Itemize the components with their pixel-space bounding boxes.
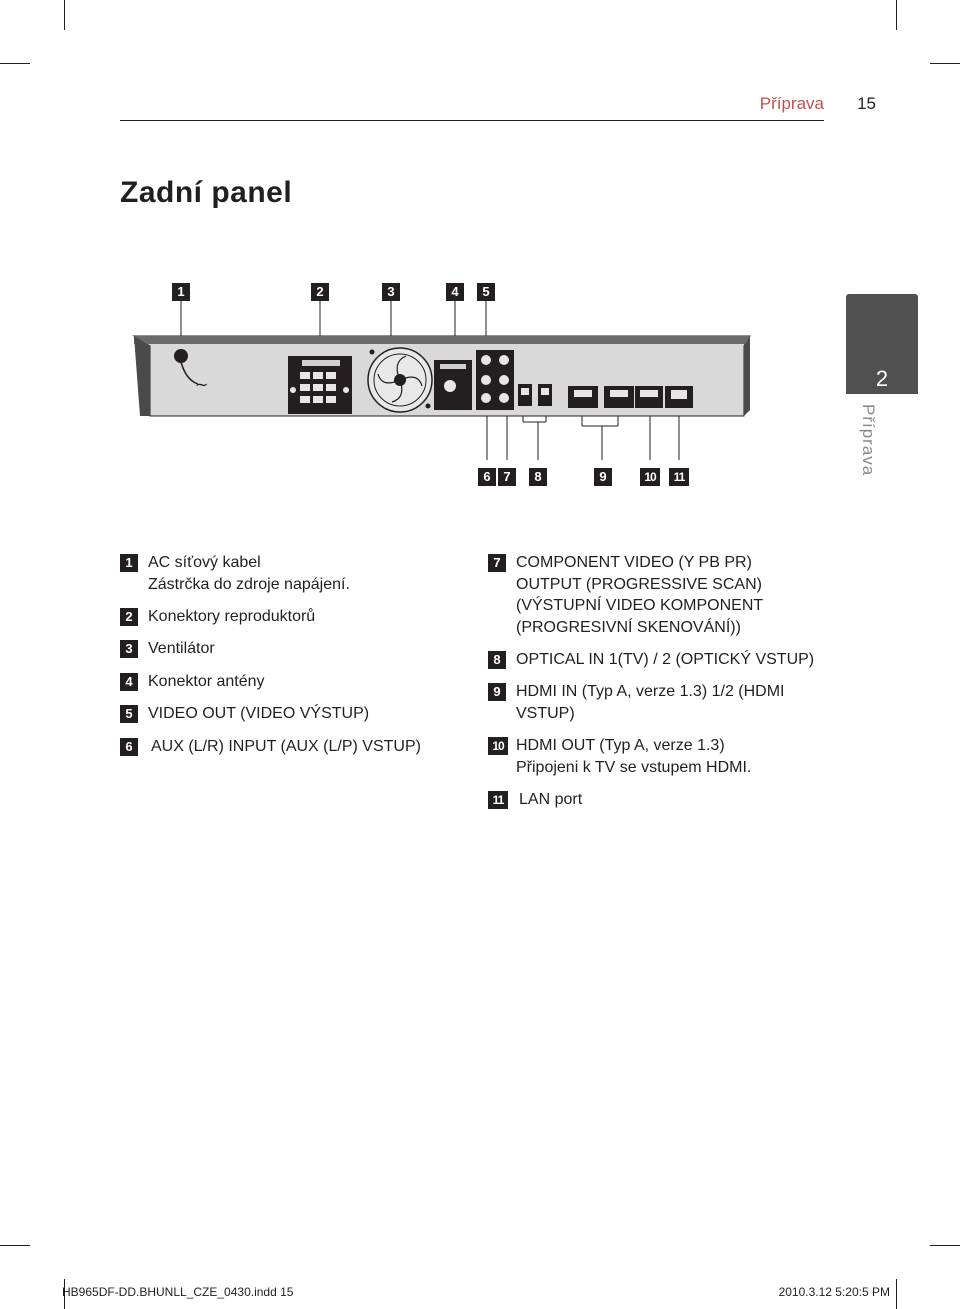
item-text: Připojeni k TV se vstupem HDMI. [516,758,752,776]
page-title: Zadní panel [120,176,293,209]
crop-mark [930,63,960,64]
footer-file-name: HB965DF-DD.BHUNLL_CZE_0430.indd 15 [62,1285,294,1299]
callout-7: 7 [498,468,516,486]
callout-4: 4 [446,283,464,301]
callout-9: 9 [594,468,612,486]
item-text: VSTUP) [516,704,575,722]
item-number-badge: 3 [120,640,138,658]
list-item-11 [492,789,839,811]
item-text: Konektory reproduktorů [148,608,316,625]
list-item-9 [493,681,836,724]
list-item-6 [125,736,471,758]
item-number-badge: 4 [120,673,138,691]
item-text: VIDEO OUT (VIDEO VÝSTUP) [148,705,370,722]
item-text: HDMI IN (Typ A, verze 1.3) 1/2 (HDMI [516,683,785,700]
item-text: OUTPUT (PROGRESSIVE SCAN) [516,575,762,593]
item-text: Zástrčka do zdroje napájení. [148,575,350,593]
item-number-badge: 6 [120,738,138,756]
list-item-8 [493,649,836,671]
svg-text:~: ~ [195,375,209,394]
item-text: AC síťový kabel [148,554,261,571]
item-text: OPTICAL IN 1(TV) / 2 (OPTICKÝ VSTUP) [516,651,815,668]
items-left [120,552,480,772]
items-right [488,552,815,812]
item-text: Ventilátor [148,640,215,657]
item-number-badge: 10 [488,737,508,755]
item-number-badge: 7 [488,554,506,572]
item-number-badge: 2 [120,608,138,626]
list-item-7 [493,552,836,638]
list-item-1 [125,552,468,595]
item-text: LAN port [519,791,583,808]
callout-1: 1 [172,283,190,301]
footer-timestamp: 2010.3.12 5:20:5 PM [778,1285,890,1299]
item-number-badge: 9 [488,683,506,701]
item-text: (PROGRESIVNÍ SKENOVÁNÍ)) [516,618,741,636]
crop-mark [896,1279,897,1309]
item-number-badge: 1 [120,554,138,572]
item-number-badge: 5 [120,705,138,723]
callout-3: 3 [382,283,400,301]
item-text: AUX (L/R) INPUT (AUX (L/P) VSTUP) [151,738,421,755]
page-number: 15 [857,94,876,113]
header-rule [120,120,824,121]
callout-2: 2 [311,283,329,301]
callout-5: 5 [477,283,495,301]
item-number-badge: 8 [488,651,506,669]
chapter-tab-number: 2 [875,366,889,391]
item-text: (VÝSTUPNÍ VIDEO KOMPONENT [516,597,764,614]
rear-panel-illustration [130,300,770,500]
callout-11: 11 [669,468,689,486]
list-item-2 [125,606,468,628]
crop-mark [0,1245,30,1246]
callout-6: 6 [478,468,496,486]
item-text: HDMI OUT (Typ A, verze 1.3) [516,737,725,754]
callout-10: 10 [640,468,660,486]
crop-mark [896,0,897,30]
list-item-3 [125,638,468,660]
list-item-5 [125,703,468,725]
item-number-badge: 11 [488,791,508,809]
item-text: Konektor antény [148,673,265,690]
crop-mark [64,0,65,30]
list-item-10 [492,735,836,778]
list-item-4 [125,671,468,693]
chapter-tab-label: Příprava [859,404,878,477]
crop-mark [930,1245,960,1246]
callout-8: 8 [529,468,547,486]
header-section-name: Příprava [759,94,824,113]
item-text: COMPONENT VIDEO (Y PB PR) [516,554,752,571]
crop-mark [0,63,30,64]
